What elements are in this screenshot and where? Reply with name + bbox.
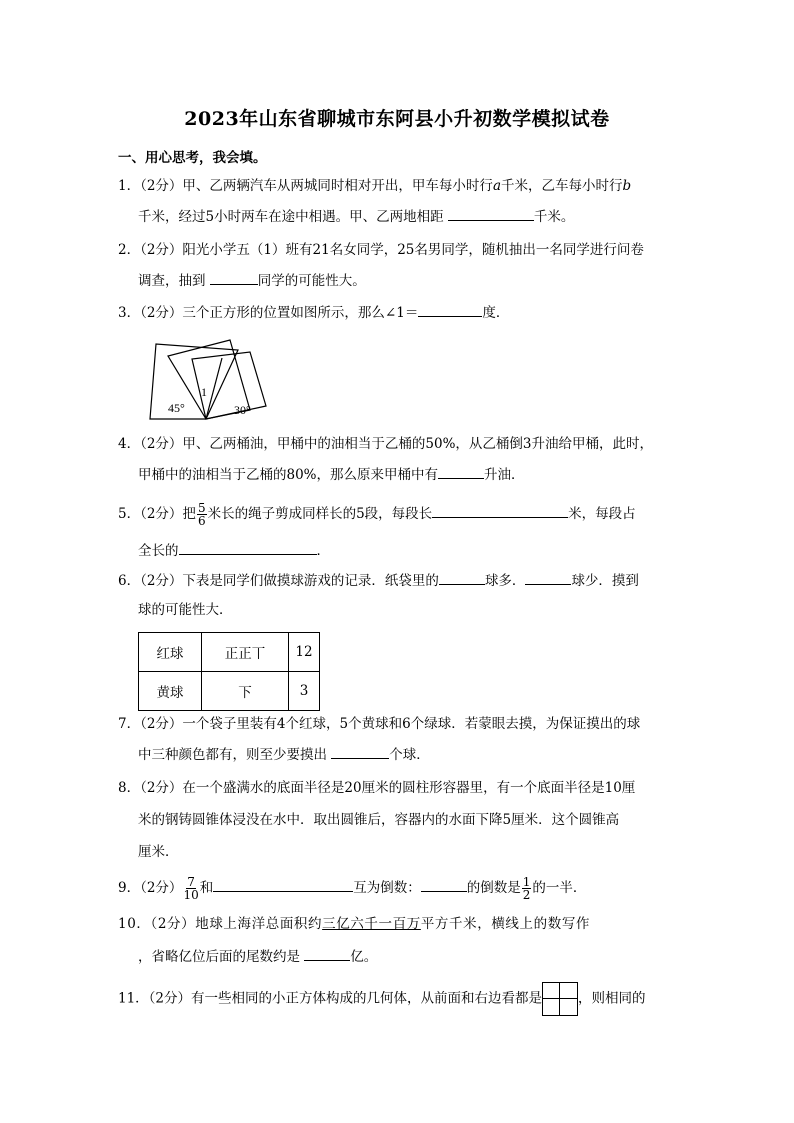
tally-count: 3 bbox=[289, 672, 320, 711]
q7-line2 bbox=[138, 744, 430, 765]
q6-text: 6．（2分）下表是同学们做摸球游戏的记录．纸袋里的 bbox=[118, 573, 439, 589]
q2-answer-blank[interactable] bbox=[210, 270, 258, 285]
tally-marks: 下 bbox=[202, 672, 289, 711]
q10-text2: 平方千米，横线上的数写作 bbox=[420, 916, 591, 932]
q2-line2 bbox=[138, 270, 366, 291]
q10-text3: ，省略亿位后面的尾数约是 bbox=[138, 949, 300, 965]
q7-line1: 7．（2分）一个袋子里装有4个红球，5个黄球和6个绿球．若蒙眼去摸，为保证摸出的球 bbox=[118, 716, 641, 732]
section-heading: 一、用心思考，我会填。 bbox=[118, 150, 267, 166]
q4-text: 甲桶中的油相当于乙桶的80%，那么原来甲桶中有 bbox=[138, 467, 439, 483]
q8-line3: 厘米． bbox=[138, 844, 179, 860]
q5-text: 5．（2分）把 bbox=[118, 506, 196, 522]
q2-text: 调查，抽到 bbox=[138, 273, 206, 289]
q1-text3: 千米，经过5小时两车在途中相遇。甲、乙两地相距 bbox=[138, 209, 444, 225]
q4-line2 bbox=[138, 464, 525, 485]
q6-answer-blank-1[interactable] bbox=[439, 570, 485, 585]
q7-answer-blank[interactable] bbox=[331, 744, 389, 759]
q1-text: 1．（2分）甲、乙两辆汽车从两城同时相对开出，甲车每小时行 bbox=[118, 178, 493, 194]
q8-line1: 8．（2分）在一个盛满水的底面半径是20厘米的圆柱形容器里，有一个底面半径是10厘 bbox=[118, 780, 636, 796]
q9-answer-blank-1[interactable] bbox=[213, 877, 353, 892]
q3-text2: 度． bbox=[482, 305, 510, 321]
q10-text4: 亿。 bbox=[350, 949, 378, 965]
angle-45-label: 45° bbox=[168, 401, 185, 415]
q10-line1 bbox=[118, 914, 590, 934]
q6-text2: 球多． bbox=[484, 573, 526, 589]
q11-text: 11．（2分）有一些相同的小正方体构成的几何体，从前面和右边看都是 bbox=[118, 990, 543, 1007]
q5-line2 bbox=[138, 540, 330, 561]
q1-answer-blank[interactable] bbox=[448, 206, 534, 221]
tally-count: 12 bbox=[289, 633, 320, 672]
q4-text2: 升油． bbox=[484, 467, 525, 483]
q5-text5: ． bbox=[316, 543, 330, 559]
tally-color-label: 黄球 bbox=[139, 672, 202, 711]
q5-text4: 全长的 bbox=[138, 543, 179, 559]
table-row bbox=[139, 633, 320, 672]
q8-line2: 米的钢铸圆锥体浸没在水中．取出圆锥后，容器内的水面下降5厘米．这个圆锥高 bbox=[138, 812, 620, 828]
q11-line1 bbox=[118, 982, 646, 1016]
q1-line1 bbox=[118, 176, 631, 196]
three-squares-figure bbox=[138, 334, 272, 420]
q10-text: 10．（2分）地球上海洋总面积约 bbox=[118, 916, 323, 932]
q5-answer-blank-1[interactable] bbox=[432, 503, 568, 518]
q5-text3: 米，每段占 bbox=[568, 506, 636, 522]
q10-line2 bbox=[138, 946, 377, 967]
q9-fraction-1: $\frac{7}{10}$ bbox=[183, 875, 199, 902]
q3-text: 3．（2分）三个正方形的位置如图所示，那么∠1＝ bbox=[118, 305, 419, 321]
q5-fraction: $\frac{5}{6}$ bbox=[197, 501, 206, 528]
q6-text3: 球少．摸到 bbox=[571, 573, 639, 589]
q1-line2 bbox=[138, 206, 574, 227]
q3-answer-blank[interactable] bbox=[418, 302, 482, 317]
q1-var-b: b bbox=[622, 178, 632, 194]
q11-text2: ，则相同的 bbox=[578, 990, 646, 1007]
tally-table bbox=[138, 632, 320, 711]
tally-marks: 正正丅 bbox=[202, 633, 289, 672]
q9-text5: 的一半． bbox=[532, 880, 587, 896]
q10-answer-blank[interactable] bbox=[304, 946, 350, 961]
q5-text2: 米长的绳子剪成同样长的5段，每段长 bbox=[207, 506, 433, 522]
q6-answer-blank-2[interactable] bbox=[525, 570, 571, 585]
q7-text: 中三种颜色都有，则至少要摸出 bbox=[138, 747, 327, 763]
q1-text4: 千米。 bbox=[533, 209, 575, 225]
q6-line1 bbox=[118, 570, 639, 591]
q3-line1 bbox=[118, 302, 509, 323]
q9-text2: 和 bbox=[199, 880, 214, 896]
q9-line1 bbox=[118, 876, 586, 901]
view-grid-icon bbox=[542, 982, 578, 1016]
q4-line1: 4．（2分）甲、乙两桶油，甲桶中的油相当于乙桶的50%，从乙桶倒3升油给甲桶，此时， bbox=[118, 436, 654, 452]
q1-var-a: a bbox=[492, 178, 501, 194]
q9-fraction-2: $\frac{1}{2}$ bbox=[522, 875, 531, 902]
angle-1-label: 1 bbox=[201, 385, 207, 399]
q5-answer-blank-2[interactable] bbox=[179, 540, 317, 555]
exam-title: 2023年山东省聊城市东阿县小升初数学模拟试卷 bbox=[184, 108, 610, 130]
q10-underlined-number: 三亿六千一百万 bbox=[322, 916, 421, 932]
q6-line2: 球的可能性大． bbox=[138, 602, 233, 618]
q9-text4: 的倒数是 bbox=[466, 880, 521, 896]
q9-answer-blank-2[interactable] bbox=[421, 877, 467, 892]
table-row bbox=[139, 672, 320, 711]
q4-answer-blank[interactable] bbox=[438, 464, 484, 479]
q2-text2: 同学的可能性大。 bbox=[257, 273, 366, 289]
angle-30-label: 30° bbox=[234, 403, 251, 417]
q2-line1: 2．（2分）阳光小学五（1）班有21名女同学，25名男同学，随机抽出一名同学进行问卷 bbox=[118, 242, 644, 258]
q9-text: 9．（2分） bbox=[118, 880, 183, 896]
tally-color-label: 红球 bbox=[139, 633, 202, 672]
q1-text2: 千米，乙车每小时行 bbox=[501, 178, 623, 194]
q7-text2: 个球． bbox=[389, 747, 430, 763]
q5-line1 bbox=[118, 502, 636, 527]
q9-text3: 互为倒数： bbox=[353, 880, 421, 896]
